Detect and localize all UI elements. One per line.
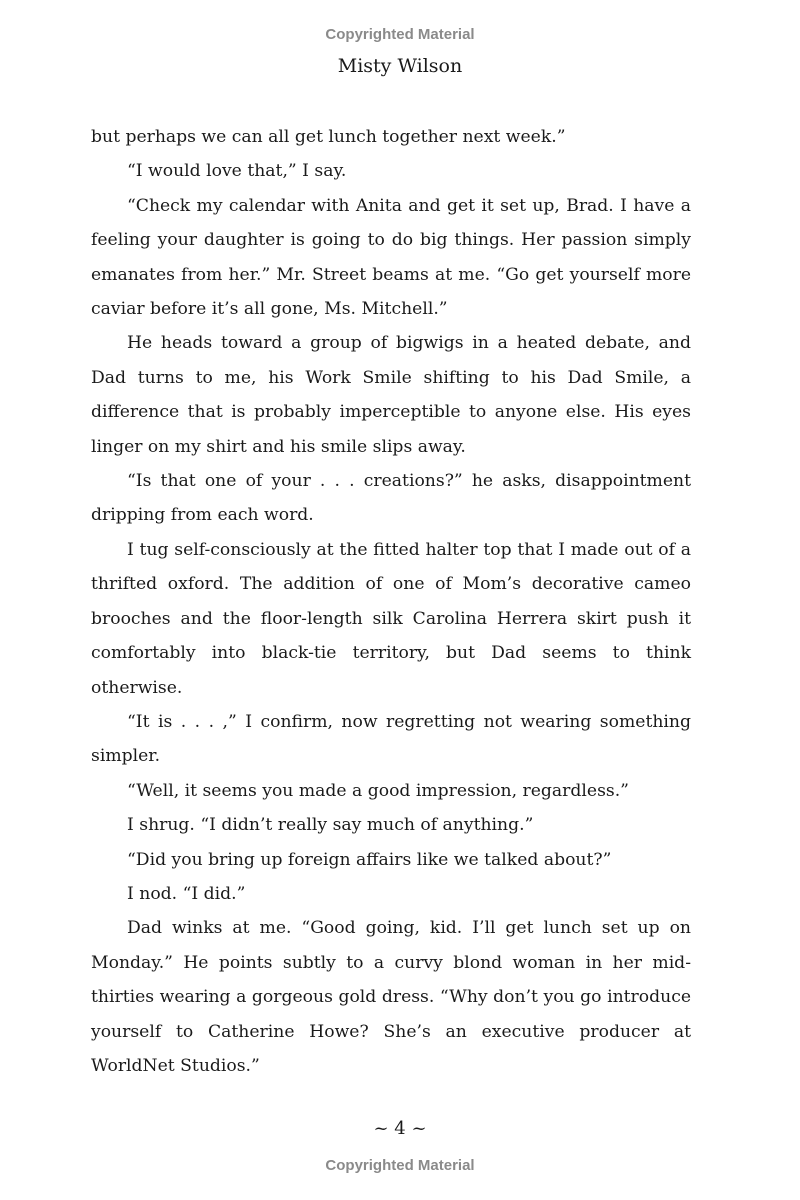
page-number: ~ 4 ~ bbox=[373, 1118, 427, 1139]
paragraph: “Well, it seems you made a good impression, regardless.” bbox=[127, 780, 629, 801]
paragraph: He heads toward a group of bigwigs in a heated debate, and Dad turns to me, his Work Smile shifting to his Dad Smile, a difference that is probably imperceptible to anyone else. His eyes linger on my shirt and his smile slips away. bbox=[91, 333, 691, 457]
paragraph: “It is . . . ,” I confirm, now regretting not wearing something simpler. bbox=[91, 711, 691, 767]
running-head-author: Misty Wilson bbox=[337, 55, 463, 77]
paragraph: “Is that one of your . . . creations?” he asks, disappointment dripping from each word. bbox=[91, 471, 691, 526]
paragraph: “Check my calendar with Anita and get it set up, Brad. I have a feeling your daughter is going to do big things. Her passion simply emanates from her.” Mr. Street beams at me. “Go get yourself more caviar before it’s all gone, Ms. Mitchell.” bbox=[91, 195, 691, 320]
paragraph: I shrug. “I didn’t really say much of anything.” bbox=[127, 815, 534, 836]
paragraph: I tug self-consciously at the fitted halter top that I made out of a thrifted oxford. The addition of one of Mom’s decorative cameo brooches and the floor-length silk Carolina Herrera skirt push it comfortably into black-tie territory, but Dad seems to think otherwise. bbox=[91, 539, 691, 698]
paragraph: I nod. “I did.” bbox=[127, 883, 246, 904]
paragraph: but perhaps we can all get lunch together next week.” bbox=[91, 127, 566, 147]
copyright-watermark-bottom: Copyrighted Material bbox=[325, 1157, 475, 1174]
paragraph: “Did you bring up foreign affairs like we talked about?” bbox=[127, 849, 612, 870]
page-body bbox=[91, 120, 691, 1083]
paragraph: “I would love that,” I say. bbox=[127, 161, 347, 182]
copyright-watermark-top: Copyrighted Material bbox=[325, 26, 475, 43]
paragraph: Dad winks at me. “Good going, kid. I’ll get lunch set up on Monday.” He points subtly to a curvy blond woman in her mid-thirties wearing a gorgeous gold dress. “Why don’t you go introduce yourself to Catherine Howe? She’s an executive producer at WorldNet Studios.” bbox=[91, 918, 691, 1076]
